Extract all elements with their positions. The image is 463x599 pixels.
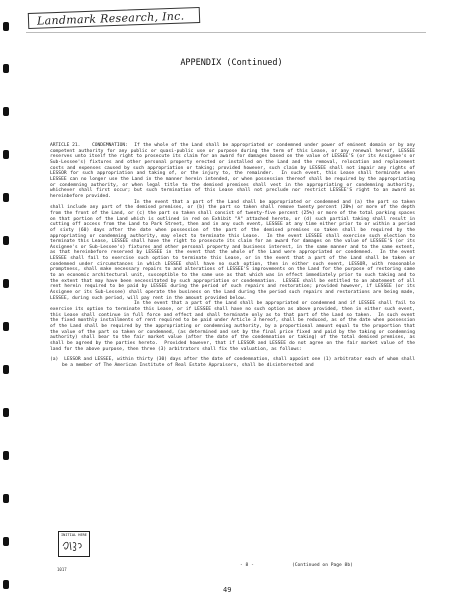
page-number: - 8 - — [240, 563, 254, 568]
article-body — [50, 143, 418, 369]
letterhead-logo — [28, 7, 200, 29]
bottom-page-number: 49 — [223, 586, 232, 594]
paragraph: In the event that a part of the Land shall be appropriated or condemned and (a) the part so taken shall include any part of the demised premises, or (b) the part so taken shall remove twenty percent (20%) or more of the depth from the front of the Land, or (c) the part so taken shall consist of twenty-five percent (25%) or more of the total parking spaces on that portion of the Land which is outlined in red on Exhibit "A" attached hereto, or (d) such partial taking shall result in cutting off access from the Land to Park Street, then and in any such event, LESSEE at any time either prior to or within a period of sixty (60) days after the date when possession of the part of the demised premises so taken shall be required by the appropriating or condemning authority, may elect to terminate this Lease. In the event LESSEE shall exercise such election to terminate this Lease, LESSEE shall have the right to prosecute its claim for an award for damages on the value of LESSEE'S (or its Assignee's or Sub-Lessee's) fixtures and other personal property and business interest, in the same manner and to the same extent, as that hereinbefore reserved by LESSEE in the event that the whole of the Land were appropriated or condemned. In the event LESSEE shall fail to exercise such option to terminate this Lease, or in the event that a part of the Land shall be taken or condemned under circumstances in which LESSEE shall have no such option, then in either such event, LESSOR, with reasonable promptness, shall make necessary repairs to and alterations of LESSEE'S improvements on the Land for the purpose of restoring same to an economic architectural unit, susceptible to the same use as that which was in effect immediately prior to such taking and to the extent that may have been necessitated by such appropriation or condemnation. LESSEE shall be entitled to an abatement of all rent herein required to be paid by LESSEE during the period of such repairs and restoration; provided however, if LESSEE (or its Assignee or its Sub-Lessee) shall operate the business on the Land during the period such repairs and restorations are being made, LESSEE, during such period, will pay rent in the amount provided below. — [50, 199, 418, 301]
header-rule — [26, 32, 426, 33]
continued-note: (Continued on Page 8b) — [292, 563, 353, 568]
handwritten-initials — [61, 538, 87, 554]
document-code: 1017 — [57, 567, 67, 572]
binder-holes — [0, 0, 14, 599]
logo-text: Landmark Research, Inc. — [36, 9, 185, 28]
paragraph: ARTICLE 21. CONDEMNATION: If the whole of the Land shall be appropriated or condemned under power of eminent domain or by any competent authority for any public or quasi-public use or purpose during the term of this Lease, or any renewal hereof, LESSEE reserves unto itself the right to prosecute its claim for an award for damages based on the value of LESSEE'S (or its Assignee's or Sub-Lessee's) fixtures and other personal property erected or installed on the Land and the removal, relocation and replacement costs and expenses caused by such appropriation or taking; provided however, such claim by LESSEE shall not impair any rights of LESSOR for such appropriation and taking of, or the injury to, the remainder. In such event, this Lease shall terminate when LESSEE can no longer use the Land in the manner herein intended, or when possession thereof shall be required by the appropriating or condemning authority, or when legal title to the demised premises shall vest in the appropriating or condemning authority, whichever shall first occur; but such termination of this Lease shall not preclude nor restrict LESSEE'S right to an award as hereinbefore provided. — [50, 143, 418, 199]
article-label: ARTICLE 21. — [50, 143, 81, 148]
paragraph: In the event that a part of the Land shall be appropriated or condemned and if LESSEE shall fail to exercise its option to terminate this Lease, or if LESSEE shall have no such option as above provided, then in either such event, this Lease shall continue in full force and effect and shall terminate only as to that part of the Land so taken. In such event the fixed monthly installments of rent required to be paid under Article 3 hereof, shall be reduced, as of the date when possession of the Land shall be required by the appropriating or condemning authority, by a proportional amount equal to the proportion that the value of the part so taken or condemned, (as determined and set by the final price fixed and paid by the taking or condemning authority) shall bear to the fair market value (after the date of the condemnation or taking) of the total demised premises, as shall be agreed by the parties hereto. Provided however, that if LESSOR and LESSEE do not agree on the fair market value of the land for the above purpose, then three (3) arbitrators shall fix the valuation, as follows: — [50, 301, 418, 352]
paragraph: (a) LESSOR and LESSEE, within thirty (30) days after the date of condemnation, shall appoint one (1) arbitrator each of whom shall be a member of The American Institute of Real Estate Appraisers, shall be disinterested and — [50, 357, 418, 368]
stamp-label: INITIAL HERE — [61, 533, 87, 537]
initial-stamp — [58, 531, 90, 557]
page-title: APPENDIX (Continued) — [180, 58, 283, 68]
